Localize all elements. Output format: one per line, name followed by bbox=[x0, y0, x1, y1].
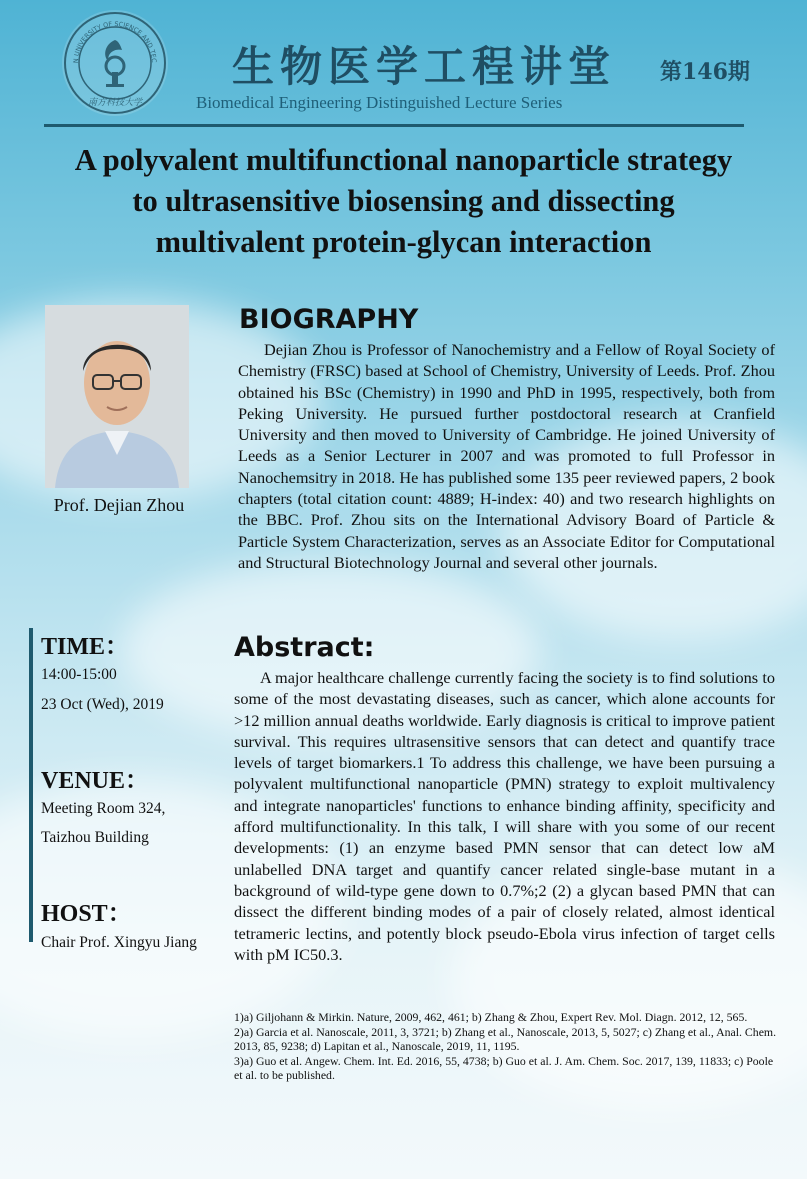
reference-item: 3)a) Guo et al. Angew. Chem. Int. Ed. 2016, 55, 4738; b) Guo et al. J. Am. Chem. Soc. 2017, 139, 11833; c) Poole et al. to be published. bbox=[234, 1053, 774, 1082]
abstract-text: A major healthcare challenge currently facing the society is to find solutions to some of the most devastating diseases, such as cancer, which alone accounts for >12 million annual deaths worldwide. Early diagnosis is critical to improve patient survival. This requires ultrasensitive sensors that can detect and quantify trace levels of target biomarkers.1 To address this challenge, we have been pursuing a polyvalent multifunctional nanoparticle (PMN) strategy to exploit multivalency and integrate nanoparticles' functions to enhance binding affinity, specificity and afford multifunctionality. In this talk, I will share with you some of our recent developments: (1) an enzyme based PMN sensor that can detect low aM unlabelled DNA target and quantify cancer related single-base mutant in a background of wild-type gene down to 0.7%;2 (2) a glycan based PMN that can dissect the different binding modes of a pair of closely related, almost identical tetrameric lectins, and potently block pseudo-Ebola virus infection of target cells with pM IC50.3. bbox=[234, 668, 775, 964]
reference-item: 2)a) Garcia et al. Nanoscale, 2011, 3, 3721; b) Zhang et al., Nanoscale, 2013, 5, 5027; c) Zhang et al., Anal. Chem. 2013, 85, 9238; d) Lapitan et al., Nanoscale, 2019, 11, 1195. bbox=[234, 1024, 777, 1053]
title-line: A polyvalent multifunctional nanoparticle strategy bbox=[74, 143, 733, 177]
svg-text:SOUTHERN UNIVERSITY OF SCIENCE bbox=[62, 10, 158, 63]
lecture-series-en-subtitle: Biomedical Engineering Distinguished Lecture Series bbox=[196, 93, 563, 112]
abstract-heading: Abstract: bbox=[234, 632, 375, 663]
biography-heading: BIOGRAPHY bbox=[239, 304, 419, 335]
logo-text: N UNIVERSITY OF SCIENCE AND TEC bbox=[71, 19, 159, 64]
host-heading: HOST： bbox=[41, 901, 132, 927]
venue-line: Meeting Room 324, bbox=[41, 800, 166, 817]
issue-number: 第146期 bbox=[660, 59, 750, 85]
header-divider bbox=[44, 124, 744, 127]
date-value: 23 Oct (Wed), 2019 bbox=[41, 696, 164, 713]
lecture-series-cn-title: 生物医学工程讲堂 bbox=[232, 42, 617, 91]
reference-item: 1)a) Giljohann & Mirkin. Nature, 2009, 462, 461; b) Zhang & Zhou, Expert Rev. Mol. Diagn. 2012, 12, 565. bbox=[234, 1010, 748, 1024]
info-sidebar-bar bbox=[29, 628, 33, 942]
biography-text: Dejian Zhou is Professor of Nanochemistry and a Fellow of Royal Society of Chemistry (FRSC) based at School of Chemistry, University of Leeds. Prof. Zhou obtained his BSc (Chemistry) in 1990 and PhD in 1995, respectively, both from Peking University. He pursued further postdoctoral research at Cranfield University and then moved to University of Cambridge. He joined University of Leeds as a Senior Lecturer in 2007 and was promoted to full Professor in Nanochemsitry in 2018. He has published some 135 peer reviewed papers, 2 book chapters (total citation count: 4889; H-index: 40) and two research highlights on the BBC. Prof. Zhou sits on the International Advisory Board of Particle & Particle System Characterization, serves as an Associate Editor for Computational and Structural Biotechnology Journal and several other journals. bbox=[238, 340, 775, 572]
speaker-photo bbox=[45, 305, 189, 488]
venue-heading: VENUE： bbox=[41, 768, 150, 794]
time-heading: TIME： bbox=[41, 634, 130, 660]
lecture-title bbox=[20, 140, 787, 263]
title-line: multivalent protein-glycan interaction bbox=[155, 225, 652, 259]
venue-line: Taizhou Building bbox=[41, 829, 149, 846]
logo-cn-text: 南方科技大学 bbox=[87, 98, 143, 108]
host-value: Chair Prof. Xingyu Jiang bbox=[41, 934, 197, 951]
title-line: to ultrasensitive biosensing and dissecting bbox=[132, 184, 675, 218]
time-value: 14:00-15:00 bbox=[41, 666, 117, 683]
university-logo bbox=[62, 10, 168, 116]
speaker-caption: Prof. Dejian Zhou bbox=[53, 495, 185, 515]
references bbox=[234, 1010, 778, 1083]
